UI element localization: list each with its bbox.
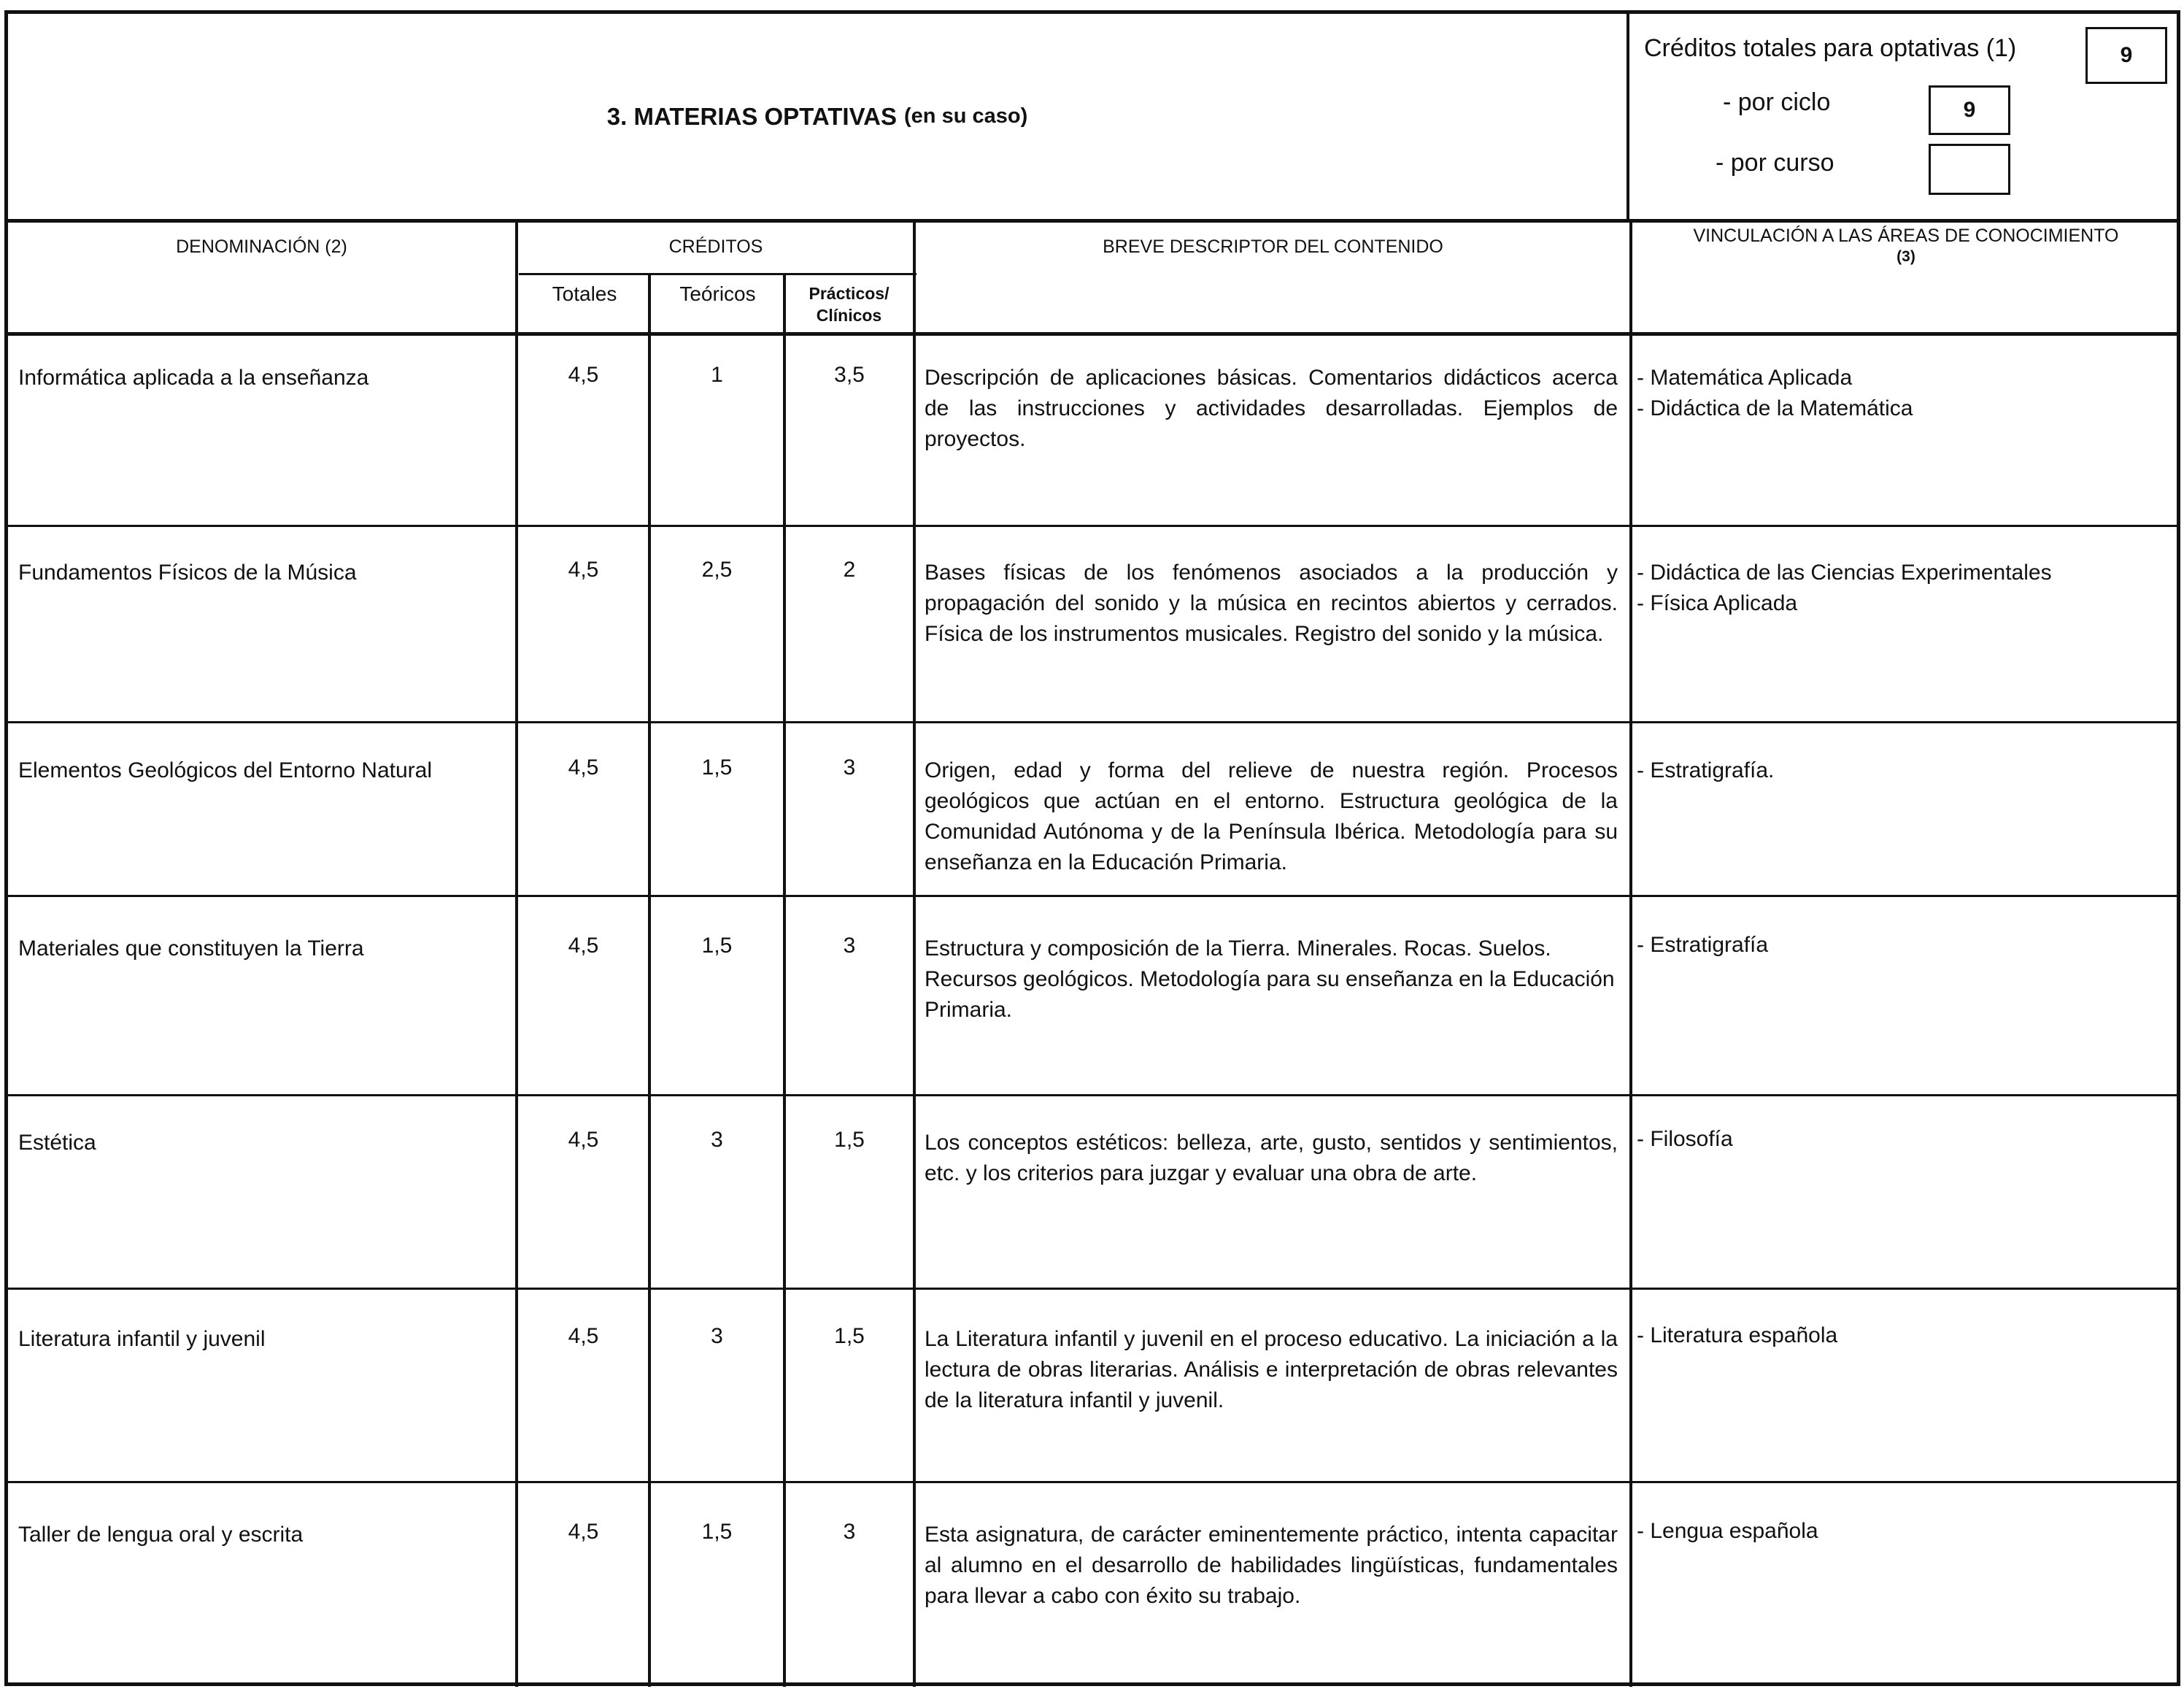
row-7-area-1: - Lengua española (1637, 1519, 1818, 1543)
row-divider-3 (8, 895, 2177, 897)
row-7-totals: 4,5 (568, 1520, 599, 1544)
per-cycle-box: 9 (1929, 85, 2010, 135)
row-divider-4 (8, 1094, 2177, 1096)
row-divider-6 (8, 1481, 2177, 1483)
row-6-practice: 1,5 (834, 1324, 865, 1348)
row-5-name: Estética (18, 1131, 96, 1155)
row-1-totals: 4,5 (568, 363, 599, 387)
row-6-theory: 3 (711, 1324, 723, 1348)
row-5-theory: 3 (711, 1128, 723, 1152)
col-header-theory: Teóricos (679, 282, 756, 305)
col-header-practice-line1: Prácticos/ (809, 284, 890, 303)
row-3-areas (1637, 755, 2177, 786)
col-divider-4 (913, 219, 916, 1687)
col-header-descriptor: BREVE DESCRIPTOR DEL CONTENIDO (1103, 236, 1443, 257)
col-header-areas-note: (3) (1896, 248, 1915, 265)
row-4-descriptor: Estructura y composición de la Tierra. Minerales. Rocas. Suelos. Recursos geológicos. Metodología para su enseñanza en la Educación Primaria. (925, 936, 1615, 1022)
row-7-descriptor: Esta asignatura, de carácter eminentemente práctico, intenta capacitar al alumno en el desarrollo de habilidades lingüísticas, fundamentales para llevar a cabo con éxito su trabajo. (925, 1523, 1618, 1608)
col-divider-1 (515, 219, 518, 1687)
row-3-theory: 1,5 (701, 755, 733, 780)
row-7-name: Taller de lengua oral y escrita (18, 1523, 304, 1547)
col-divider-2 (648, 273, 651, 1687)
row-1-descriptor: Descripción de aplicaciones básicas. Comentarios didácticos acerca de las instrucciones y actividades desarrolladas. Ejemplos de proyectos. (925, 366, 1618, 451)
credits-summary-block (1629, 14, 2180, 219)
row-6-areas (1637, 1320, 2177, 1351)
row-1-theory: 1 (711, 363, 723, 387)
credits-subdivider (519, 273, 917, 275)
col-header-practice-line2: Clínicos (816, 306, 882, 325)
row-divider-1 (8, 525, 2177, 527)
row-1-areas (1637, 363, 2177, 424)
row-5-area-1: - Filosofía (1637, 1127, 1733, 1151)
row-divider-2 (8, 721, 2177, 723)
header-divider (8, 219, 2177, 223)
row-4-practice: 3 (843, 934, 856, 958)
row-1-area-1: - Matemática Aplicada (1637, 366, 1853, 390)
row-5-practice: 1,5 (834, 1128, 865, 1152)
row-3-practice: 3 (843, 755, 856, 780)
row-4-name: Materiales que constituyen la Tierra (18, 936, 364, 961)
section-title-block (8, 14, 1629, 219)
credits-total-label: Créditos totales para optativas (1) (1644, 34, 2017, 62)
row-3-area-1: - Estratigrafía. (1637, 758, 1775, 782)
row-5-descriptor: Los conceptos estéticos: belleza, arte, gusto, sentidos y sentimientos, etc. y los criterios para juzgar y evaluar una obra de arte. (925, 1131, 1618, 1185)
row-3-name: Elementos Geológicos del Entorno Natural (18, 758, 432, 782)
col-header-totals: Totales (552, 282, 617, 305)
row-1-area-2: - Didáctica de la Matemática (1637, 396, 1913, 420)
row-3-totals: 4,5 (568, 755, 599, 780)
row-6-area-1: - Literatura española (1637, 1323, 1838, 1347)
row-2-descriptor: Bases físicas de los fenómenos asociados a la producción y propagación del sonido y la música en recintos abiertos y cerrados. Física de los instrumentos musicales. Registro del sonido y la música. (925, 561, 1618, 646)
row-2-totals: 4,5 (568, 558, 599, 582)
section-title-suffix: (en su caso) (904, 104, 1028, 128)
col-header-practice (785, 282, 913, 326)
row-1-practice: 3,5 (834, 363, 865, 387)
col-header-areas (1632, 226, 2180, 266)
section-title: 3. MATERIAS OPTATIVAS (606, 102, 898, 130)
row-2-theory: 2,5 (701, 558, 733, 582)
row-2-practice: 2 (843, 558, 856, 582)
col-divider-5 (1629, 219, 1632, 1687)
row-3-descriptor: Origen, edad y forma del relieve de nuestra región. Procesos geológicos que actúan en el entorno. Estructura geológica de la Comunidad Autónoma y de la Península Ibérica. Metodología para su enseñanza en la Educación Primaria. (925, 758, 1618, 874)
col-header-areas-label: VINCULACIÓN A LAS ÁREAS DE CONOCIMIENTO (1693, 226, 2119, 246)
row-6-descriptor: La Literatura infantil y juvenil en el proceso educativo. La iniciación a la lectura de obras literarias. Análisis e interpretación de obras relevantes de la literatura infantil y juvenil. (925, 1327, 1618, 1412)
row-2-area-1: - Didáctica de las Ciencias Experimentales (1637, 561, 2052, 585)
row-4-theory: 1,5 (701, 934, 733, 958)
per-course-label: - por curso (1716, 149, 1834, 177)
row-7-practice: 3 (843, 1520, 856, 1544)
col-divider-3 (783, 273, 786, 1687)
per-course-box (1929, 144, 2010, 195)
row-7-areas (1637, 1516, 2177, 1547)
row-4-totals: 4,5 (568, 934, 599, 958)
row-4-area-1: - Estratigrafía (1637, 933, 1769, 957)
credits-total-box: 9 (2085, 27, 2167, 84)
optional-subjects-form (4, 10, 2180, 1686)
row-6-totals: 4,5 (568, 1324, 599, 1348)
row-2-areas (1637, 558, 2177, 619)
col-header-name: DENOMINACIÓN (2) (176, 236, 347, 257)
row-5-totals: 4,5 (568, 1128, 599, 1152)
per-cycle-label: - por ciclo (1723, 88, 1831, 116)
row-4-areas (1637, 930, 2177, 961)
col-header-credits: CRÉDITOS (668, 236, 763, 257)
row-7-theory: 1,5 (701, 1520, 733, 1544)
row-1-name: Informática aplicada a la enseñanza (18, 366, 369, 390)
row-divider-5 (8, 1288, 2177, 1290)
column-header-divider (8, 332, 2177, 336)
row-5-areas (1637, 1124, 2177, 1155)
row-2-name: Fundamentos Físicos de la Música (18, 561, 357, 585)
row-6-name: Literatura infantil y juvenil (18, 1327, 266, 1351)
row-2-area-2: - Física Aplicada (1637, 591, 1798, 615)
